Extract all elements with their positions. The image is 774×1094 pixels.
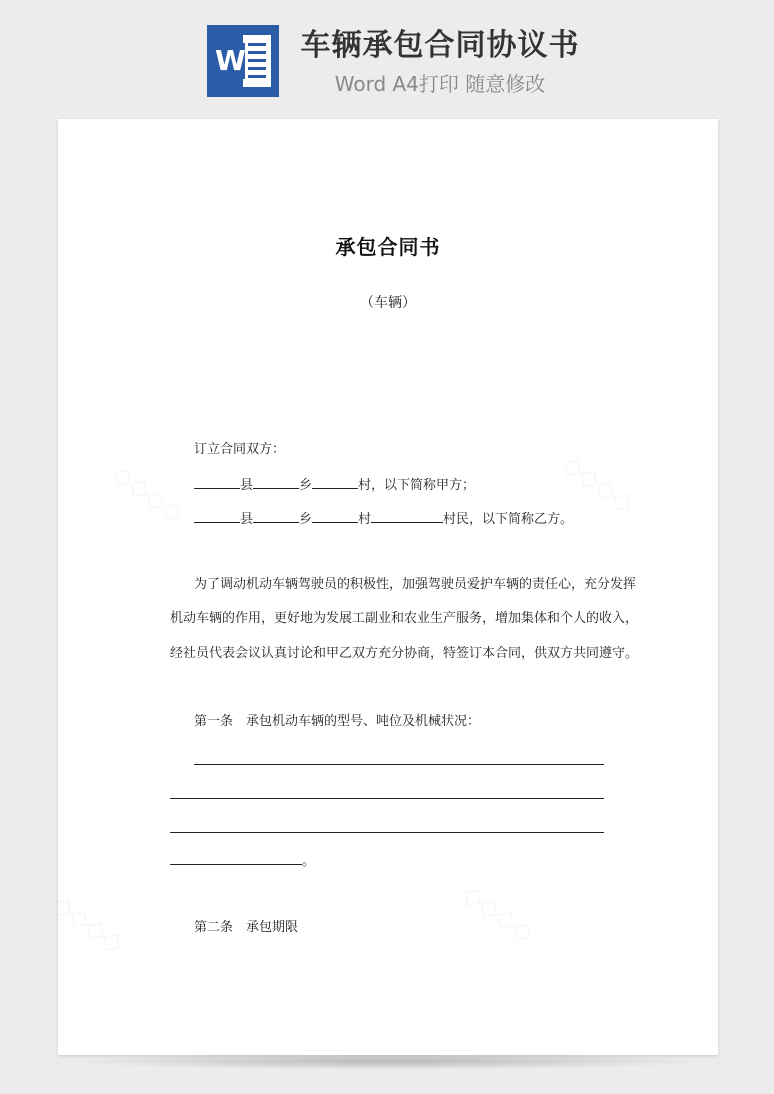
blank-field [253, 475, 299, 489]
icon-line [248, 59, 266, 62]
article-2-label: 第二条 [194, 920, 234, 935]
blank-field [170, 851, 302, 865]
icon-line [248, 51, 266, 54]
fill-line [170, 832, 604, 833]
watermark [58, 889, 129, 959]
preamble-line-1: 为了调动机动车辆驾驶员的积极性，加强驾驶员爱护车辆的责任心，充分发挥 [194, 577, 637, 592]
watermark [107, 459, 190, 529]
blank-field [194, 475, 240, 489]
blank-field [253, 509, 299, 523]
icon-line [248, 43, 266, 46]
party-a-county: 县 [240, 478, 254, 493]
party-b-villager: 村民，以下简称乙方。 [443, 512, 574, 527]
blank-field [312, 509, 358, 523]
parties-heading: 订立合同双方： [194, 442, 286, 457]
fill-line-last [170, 851, 315, 871]
article-1-label: 第一条 [194, 714, 234, 729]
party-b-line [194, 509, 573, 529]
article-2-text: 承包期限 [246, 920, 299, 935]
party-a-township: 乡 [299, 478, 313, 493]
blank-field [371, 509, 443, 523]
page-subtitle: Word A4打印 随意修改 [334, 72, 546, 96]
party-a-village: 村，以下简称甲方； [358, 478, 476, 493]
document-title: 承包合同书 [335, 235, 441, 259]
party-b-township: 乡 [299, 512, 313, 527]
icon-line [248, 67, 266, 70]
article-1-text: 承包机动车辆的型号、吨位及机械状况： [246, 714, 481, 729]
page-header [0, 0, 774, 110]
party-b-county: 县 [240, 512, 254, 527]
party-a-line [194, 475, 475, 495]
article-2 [194, 919, 298, 937]
blank-field [312, 475, 358, 489]
word-document-icon [207, 25, 279, 97]
icon-line [248, 75, 266, 78]
icon-letter: W [215, 44, 246, 77]
document-subtitle: （车辆） [360, 295, 416, 311]
article-1-end: 。 [302, 854, 316, 869]
document-page [58, 119, 718, 1055]
fill-line [194, 764, 604, 765]
page-title: 车辆承包合同协议书 [300, 28, 580, 63]
preamble-line-2: 机动车辆的作用，更好地为发展工副业和农业生产服务，增加集体和个人的收入， [170, 611, 639, 626]
fill-line [170, 798, 604, 799]
preamble-line-3: 经社员代表会议认真讨论和甲乙双方充分协商，特签订本合同，供双方共同遵守。 [170, 646, 639, 661]
watermark [457, 879, 540, 949]
blank-field [194, 509, 240, 523]
party-b-village: 村 [358, 512, 372, 527]
article-1 [194, 713, 480, 731]
